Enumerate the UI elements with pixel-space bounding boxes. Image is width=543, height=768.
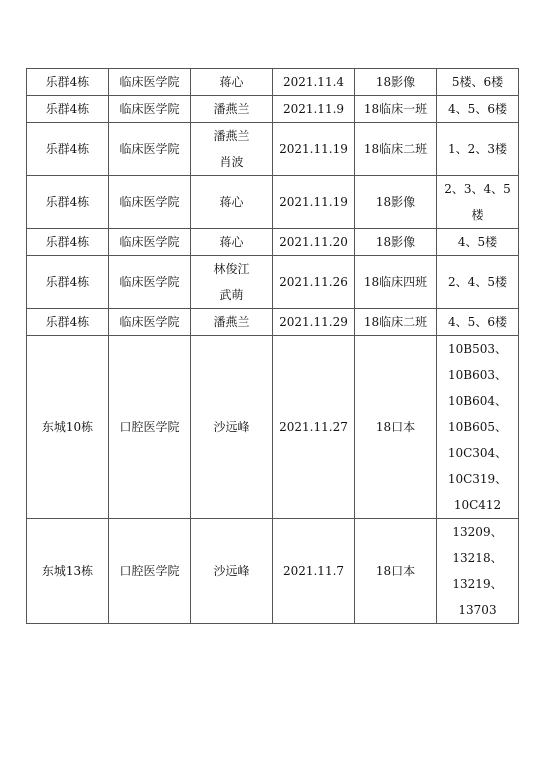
college-cell: 临床医学院 xyxy=(109,309,191,336)
name-line: 潘燕兰 xyxy=(213,129,250,143)
table-row xyxy=(27,69,519,96)
table-body xyxy=(27,69,519,624)
college-cell: 口腔医学院 xyxy=(109,519,191,624)
floor-line: 10B503、 xyxy=(448,342,507,356)
college-cell: 临床医学院 xyxy=(109,176,191,229)
class-cell: 18临床二班 xyxy=(355,309,437,336)
floor-cell xyxy=(437,256,519,309)
floor-cell xyxy=(437,176,519,229)
class-cell: 18影像 xyxy=(355,176,437,229)
class-cell: 18口本 xyxy=(355,519,437,624)
name-cell xyxy=(191,69,273,96)
floor-line: 5楼、6楼 xyxy=(451,75,504,89)
name-line: 武萌 xyxy=(219,288,244,302)
floor-line: 楼 xyxy=(471,208,484,222)
name-cell xyxy=(191,256,273,309)
table-row xyxy=(27,256,519,309)
name-line: 蒋心 xyxy=(219,75,244,89)
name-cell xyxy=(191,309,273,336)
building-cell: 乐群4栋 xyxy=(27,96,109,123)
name-line: 潘燕兰 xyxy=(213,102,250,116)
class-cell: 18临床二班 xyxy=(355,123,437,176)
name-line: 肖波 xyxy=(219,155,244,169)
floor-line: 10C412 xyxy=(453,498,502,512)
date-cell: 2021.11.29 xyxy=(273,309,355,336)
floor-line: 10C319、 xyxy=(447,472,508,486)
floor-line: 13219、 xyxy=(452,577,503,591)
table-row xyxy=(27,123,519,176)
name-cell xyxy=(191,96,273,123)
college-cell: 临床医学院 xyxy=(109,123,191,176)
date-cell: 2021.11.26 xyxy=(273,256,355,309)
name-line: 蒋心 xyxy=(219,195,244,209)
name-cell xyxy=(191,336,273,519)
record-sheet xyxy=(26,68,518,624)
floor-cell xyxy=(437,69,519,96)
name-line: 蒋心 xyxy=(219,235,244,249)
date-cell: 2021.11.4 xyxy=(273,69,355,96)
floor-line: 10C304、 xyxy=(447,446,508,460)
college-cell: 临床医学院 xyxy=(109,69,191,96)
building-cell: 乐群4栋 xyxy=(27,256,109,309)
name-cell xyxy=(191,123,273,176)
class-cell: 18口本 xyxy=(355,336,437,519)
floor-cell xyxy=(437,336,519,519)
building-cell: 东城10栋 xyxy=(27,336,109,519)
table-row xyxy=(27,176,519,229)
college-cell: 口腔医学院 xyxy=(109,336,191,519)
floor-cell xyxy=(437,309,519,336)
name-line: 沙远峰 xyxy=(213,420,250,434)
date-cell: 2021.11.7 xyxy=(273,519,355,624)
table-row xyxy=(27,229,519,256)
floor-cell xyxy=(437,123,519,176)
floor-line: 10B603、 xyxy=(448,368,507,382)
name-line: 沙远峰 xyxy=(213,564,250,578)
floor-line: 2、4、5楼 xyxy=(448,275,507,289)
date-cell: 2021.11.20 xyxy=(273,229,355,256)
building-cell: 东城13栋 xyxy=(27,519,109,624)
date-cell: 2021.11.27 xyxy=(273,336,355,519)
class-cell: 18影像 xyxy=(355,69,437,96)
date-cell: 2021.11.9 xyxy=(273,96,355,123)
class-cell: 18临床一班 xyxy=(355,96,437,123)
college-cell: 临床医学院 xyxy=(109,256,191,309)
table-row xyxy=(27,96,519,123)
date-cell: 2021.11.19 xyxy=(273,176,355,229)
table-row xyxy=(27,519,519,624)
floor-line: 4、5、6楼 xyxy=(448,315,507,329)
floor-line: 10B604、 xyxy=(448,394,507,408)
name-line: 潘燕兰 xyxy=(213,315,250,329)
floor-line: 1、2、3楼 xyxy=(448,142,507,156)
floor-line: 10B605、 xyxy=(448,420,507,434)
name-line: 林俊江 xyxy=(213,262,250,276)
floor-cell xyxy=(437,229,519,256)
building-cell: 乐群4栋 xyxy=(27,123,109,176)
floor-line: 4、5楼 xyxy=(457,235,498,249)
inspection-record-table xyxy=(26,68,519,624)
floor-line: 13218、 xyxy=(452,551,503,565)
table-row xyxy=(27,336,519,519)
name-cell xyxy=(191,519,273,624)
building-cell: 乐群4栋 xyxy=(27,69,109,96)
building-cell: 乐群4栋 xyxy=(27,229,109,256)
table-row xyxy=(27,309,519,336)
floor-line: 13703 xyxy=(458,603,497,617)
floor-line: 13209、 xyxy=(452,525,503,539)
college-cell: 临床医学院 xyxy=(109,229,191,256)
floor-cell xyxy=(437,519,519,624)
name-cell xyxy=(191,176,273,229)
floor-line: 2、3、4、5 xyxy=(444,182,511,196)
class-cell: 18临床四班 xyxy=(355,256,437,309)
date-cell: 2021.11.19 xyxy=(273,123,355,176)
building-cell: 乐群4栋 xyxy=(27,309,109,336)
name-cell xyxy=(191,229,273,256)
college-cell: 临床医学院 xyxy=(109,96,191,123)
floor-cell xyxy=(437,96,519,123)
building-cell: 乐群4栋 xyxy=(27,176,109,229)
floor-line: 4、5、6楼 xyxy=(448,102,507,116)
class-cell: 18影像 xyxy=(355,229,437,256)
